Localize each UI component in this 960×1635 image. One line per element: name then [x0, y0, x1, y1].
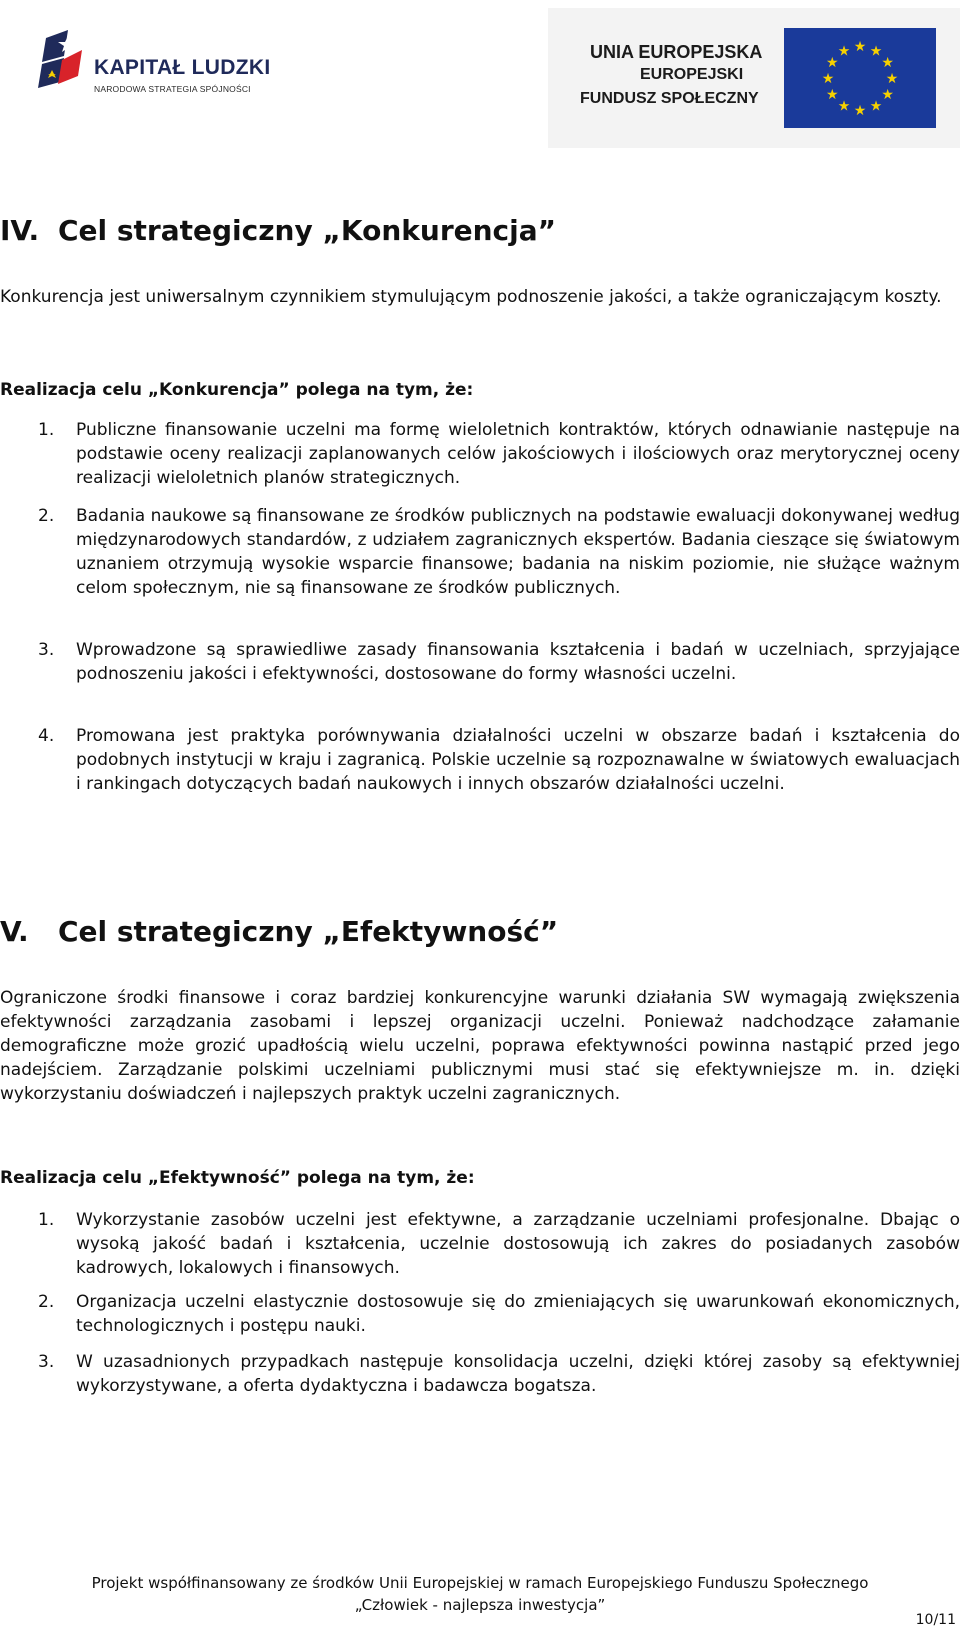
- section-5-number: V.: [0, 915, 29, 948]
- section-4-realization-heading: Realizacja celu „Konkurencja” polega na tym, że:: [0, 380, 474, 400]
- list-item-text: Promowana jest praktyka porównywania działalności uczelni w obszarze badań i kształcenia do podobnych instytucji w kraju i zagranicą. Polskie uczelnie są rozpoznawalne w światowych ewaluacjach i rankingach dotyczących badań naukowych i innych obszarów działalności uczelni.: [76, 726, 960, 794]
- footer-slogan: „Człowiek - najlepsza inwestycja”: [354, 1596, 606, 1614]
- list-item-text: Wykorzystanie zasobów uczelni jest efektywne, a zarządzanie uczelniami profesjonalne. Dbając o wysoką jakość badań i kształcenia, uczelnie dostosowują ich zakres do posiadanych zasobów kadrowych, lokalowych i finansowych.: [76, 1210, 960, 1278]
- list-item-number: 2.: [38, 506, 55, 526]
- section-4-number: IV.: [0, 214, 40, 247]
- kapital-ludzki-logo: [38, 30, 278, 110]
- eu-efs-logo: [548, 8, 960, 148]
- eu-line-2: EUROPEJSKI: [640, 66, 744, 83]
- eu-star-icon: ★: [821, 71, 835, 87]
- eu-star-icon: ★: [881, 87, 894, 103]
- eu-star-icon: ★: [853, 39, 867, 55]
- list-item-text: Publiczne finansowanie uczelni ma formę wieloletnich kontraktów, których odnawianie następuje na podstawie oceny realizacji zaplanowanych celów jakościowych i ilościowych oraz merytorycznej oceny realizacji wieloletnich planów strategicznych.: [76, 420, 960, 488]
- document-header: [0, 0, 960, 160]
- list-item-text: Wprowadzone są sprawiedliwe zasady finansowania kształcenia i badań w uczelniach, sprzyjające podnoszeniu jakości i efektywności, dostosowane do formy własności uczelni.: [76, 640, 960, 684]
- eu-star-icon: ★: [837, 98, 851, 115]
- eu-line-3: FUNDUSZ SPOŁECZNY: [580, 90, 759, 107]
- kapital-ludzki-title: KAPITAŁ LUDZKI: [94, 56, 271, 79]
- eu-star-icon: ★: [837, 43, 851, 60]
- list-item-number: 1.: [38, 1210, 55, 1230]
- list-item-text: W uzasadnionych przypadkach następuje konsolidacja uczelni, dzięki której zasoby są efektywniej wykorzystywane, a oferta dydaktyczna i badawcza bogatsza.: [76, 1352, 960, 1396]
- eu-line-1: UNIA EUROPEJSKA: [590, 42, 763, 62]
- list-item-text: Organizacja uczelni elastycznie dostosowuje się do zmieniających się uwarunkowań ekonomicznych, technologicznych i postępu nauki.: [76, 1292, 960, 1336]
- eu-star-icon: ★: [869, 43, 883, 60]
- eu-star-icon: ★: [826, 87, 839, 103]
- section-5-intro-paragraph: Ograniczone środki finansowe i coraz bardziej konkurencyjne warunki działania SW wymagają zwiększenia efektywności zarządzania zasobami i lepszej organizacji uczelni. Ponieważ nadchodzące załamanie demograficzne może grozić upadłością wielu uczelni, poprawa efektywności powinna nastąpić przed jego nadejściem. Zarządzanie polskimi uczelniami publicznymi musi stać się efektywniejsze m. in. dzięki wykorzystaniu doświadczeń i najlepszych praktyk uczelni zagranicznych.: [0, 988, 960, 1104]
- kapital-ludzki-subtitle: NARODOWA STRATEGIA SPÓJNOŚCI: [94, 84, 251, 94]
- eu-star-icon: ★: [881, 55, 894, 71]
- list-item-number: 4.: [38, 726, 55, 746]
- eu-star-icon: ★: [853, 103, 867, 119]
- list-item-text: Badania naukowe są finansowane ze środków publicznych na podstawie ewaluacji dokonywanej według międzynarodowych standardów, z udziałem zagranicznych ekspertów. Badania cieszące się światowym uznaniem otrzymują wysokie wsparcie finansowe; badania na niskim poziomie, nie służące ważnym celom społecznym, nie są finansowane ze środków publicznych.: [76, 506, 960, 598]
- list-item-number: 2.: [38, 1292, 55, 1312]
- list-item-number: 1.: [38, 420, 55, 440]
- list-item-number: 3.: [38, 640, 55, 660]
- section-4-heading: [0, 214, 556, 247]
- eu-star-icon: ★: [885, 71, 899, 87]
- footer-funding-note: Projekt współfinansowany ze środków Unii Europejskiej w ramach Europejskiego Funduszu Społecznego: [91, 1574, 869, 1592]
- section-4-title: Cel strategiczny „Konkurencja”: [58, 214, 557, 247]
- section-4-intro-paragraph: Konkurencja jest uniwersalnym czynnikiem stymulującym podnoszenie jakości, a także ograniczającym koszty.: [0, 287, 942, 307]
- section-5-realization-heading: Realizacja celu „Efektywność” polega na tym, że:: [0, 1168, 475, 1188]
- kapital-ludzki-emblem-icon: [38, 30, 94, 110]
- eu-star-icon: ★: [826, 55, 839, 71]
- page-number: 10/11: [915, 1612, 956, 1628]
- section-5-title: Cel strategiczny „Efektywność”: [58, 915, 559, 948]
- eu-flag-icon: [784, 28, 936, 128]
- eu-star-icon: ★: [869, 98, 883, 115]
- section-5-heading: [0, 915, 558, 948]
- list-item-number: 3.: [38, 1352, 55, 1372]
